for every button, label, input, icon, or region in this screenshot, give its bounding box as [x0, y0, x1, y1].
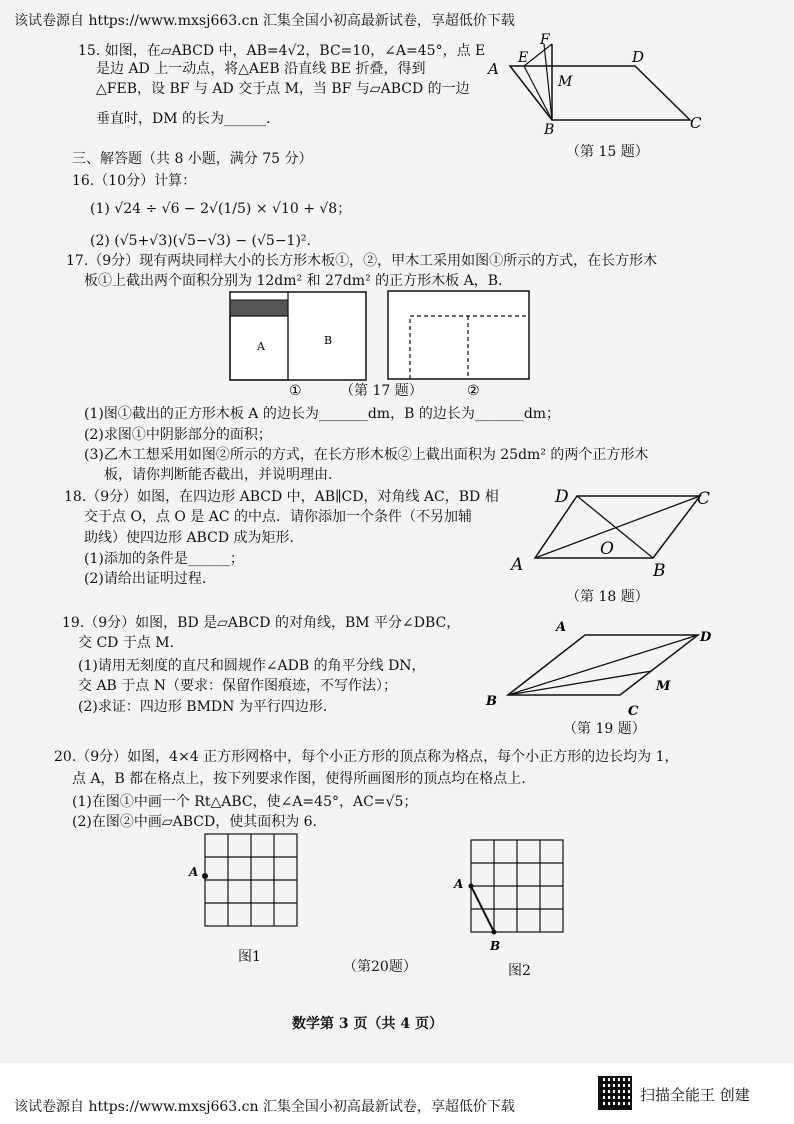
- section3-title: 三、解答题（共 8 小题，满分 75 分）: [72, 151, 313, 167]
- q15-line1: 15. 如图，在▱ABCD 中，AB=4√2，BC=10，∠A=45°，点 E: [78, 43, 486, 59]
- q20-fig2-caption: 图2: [508, 963, 531, 979]
- q19-sub2: (2)求证：四边形 BMDN 为平行四边形.: [78, 699, 328, 715]
- q20-fig1-caption: 图1: [238, 949, 261, 965]
- qr-code-icon: [598, 1076, 632, 1110]
- q15-label-d: D: [632, 48, 645, 66]
- q20-fig2-label-a: A: [454, 877, 464, 891]
- page-number: 数学第 3 页（共 4 页）: [292, 1016, 443, 1032]
- q17-mark-2: ②: [467, 383, 480, 399]
- q20-grid-1: [185, 830, 305, 940]
- q18-label-o: O: [600, 539, 614, 559]
- q15-label-m: M: [558, 74, 573, 90]
- q15-label-f: F: [540, 32, 550, 48]
- q16-part1: (1) √24 ÷ √6 − 2√(1/5) × √10 + √8；: [90, 201, 352, 217]
- q18-line2: 交于点 O，点 O 是 AC 的中点．请你添加一个条件（不另加辅: [84, 509, 473, 525]
- q16-part2: (2) (√5+√3)(√5−√3) − (√5−1)².: [90, 233, 311, 249]
- q19-sub1a: (1)请用无刻度的直尺和圆规作∠ADB 的角平分线 DN，: [78, 658, 426, 674]
- q19-label-c: C: [628, 704, 639, 719]
- q20-line1: 20.（9分）如图，4×4 正方形网格中，每个小正方形的顶点称为格点，每个小正方形的边长均为 1，: [54, 749, 679, 765]
- q17-label-b: B: [324, 334, 333, 347]
- q20-caption: （第20题）: [343, 959, 417, 975]
- q18-label-a: A: [511, 555, 524, 575]
- q19-line2: 交 CD 于点 M.: [78, 635, 175, 651]
- q17-mark-1: ①: [289, 383, 302, 399]
- q18-line3: 助线）使四边形 ABCD 成为矩形.: [84, 530, 294, 546]
- q18-caption: （第 18 题）: [566, 589, 649, 605]
- q15-label-e: E: [518, 50, 529, 66]
- q15-label-a: A: [488, 60, 499, 78]
- footer-source-line: 该试卷源自 https://www.mxsj663.cn 汇集全国小初高最新试卷，享超低价下载: [14, 1099, 515, 1115]
- q15-line4: 垂直时，DM 的长为______.: [96, 111, 271, 127]
- q15-label-b: B: [544, 122, 555, 138]
- q19-label-b: B: [486, 694, 497, 709]
- q18-label-c: C: [697, 489, 711, 509]
- scanner-brand: 扫描全能王 创建: [640, 1086, 750, 1104]
- q16-title: 16.（10分）计算：: [72, 173, 197, 189]
- q15-label-c: C: [690, 114, 702, 132]
- q20-grid-2: [450, 836, 580, 956]
- q18-sub2: (2)请给出证明过程.: [84, 571, 207, 587]
- q17-sub3a: (3)乙木工想采用如图②所示的方式，在长方形木板②上截出面积为 25dm² 的两个正方形木: [84, 447, 649, 463]
- q19-label-m: M: [656, 679, 671, 694]
- q17-line1: 17.（9分）现有两块同样大小的长方形木板①，②，甲木工采用如图①所示的方式，在长方形木: [66, 253, 658, 269]
- q19-caption: （第 19 题）: [563, 721, 646, 737]
- q19-figure: [480, 615, 720, 720]
- q20-line2: 点 A，B 都在格点上，按下列要求作图，使得所画图形的顶点均在格点上.: [72, 771, 526, 787]
- q19-label-a: A: [556, 620, 567, 635]
- q18-line1: 18.（9分）如图，在四边形 ABCD 中，AB∥CD，对角线 AC，BD 相: [64, 489, 499, 505]
- q18-label-d: D: [555, 487, 569, 507]
- q17-caption: （第 17 题）: [340, 383, 423, 399]
- q18-label-b: B: [653, 561, 666, 580]
- q17-sub2: (2)求图①中阴影部分的面积；: [84, 427, 272, 443]
- q20-sub1: (1)在图①中画一个 Rt△ABC，使∠A=45°，AC=√5；: [72, 794, 418, 810]
- q15-line2: 是边 AD 上一动点，将△AEB 沿直线 BE 折叠，得到: [96, 61, 426, 77]
- q19-sub1b: 交 AB 于点 N（要求：保留作图痕迹，不写作法）；: [78, 678, 397, 694]
- q15-figure: [480, 30, 720, 140]
- q19-label-d: D: [700, 630, 712, 645]
- q20-fig2-label-b: B: [490, 939, 501, 953]
- q17-label-a: A: [257, 340, 265, 353]
- q20-fig1-label-a: A: [189, 865, 199, 879]
- q15-caption: （第 15 题）: [566, 144, 649, 160]
- q17-sub3b: 板，请你判断能否截出，并说明理由.: [104, 467, 333, 483]
- q17-sub1: (1)图①截出的正方形木板 A 的边长为_______dm，B 的边长为_______dm；: [84, 406, 561, 422]
- q15-line3: △FEB，设 BF 与 AD 交于点 M，当 BF 与▱ABCD 的一边: [96, 81, 470, 97]
- q19-line1: 19.（9分）如图，BD 是▱ABCD 的对角线，BM 平分∠DBC，: [62, 615, 461, 631]
- q18-sub1: (1)添加的条件是______；: [84, 551, 244, 567]
- q18-figure: [505, 480, 725, 580]
- q17-line2: 板①上截出两个面积分别为 12dm² 和 27dm² 的正方形木板 A，B.: [84, 273, 503, 289]
- header-source-line: 该试卷源自 https://www.mxsj663.cn 汇集全国小初高最新试卷，享超低价下载: [14, 13, 515, 29]
- q20-sub2: (2)在图②中画▱ABCD，使其面积为 6.: [72, 814, 317, 830]
